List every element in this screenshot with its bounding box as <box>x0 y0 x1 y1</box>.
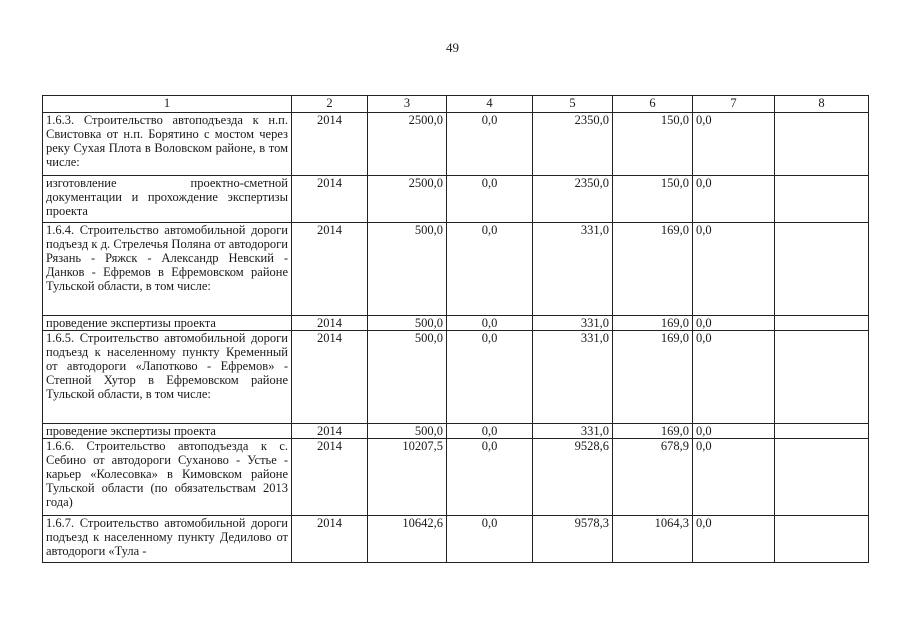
budget-table <box>42 95 869 563</box>
value-cell: 0,0 <box>693 176 775 223</box>
empty-cell <box>775 176 869 223</box>
description-cell: 1.6.3. Строительство автоподъезда к н.п. Свистовка от н.п. Борятино с мостом через реку Сухая Плота в Воловском районе, в том числе: <box>43 113 292 176</box>
value-cell: 678,9 <box>613 439 693 516</box>
value-cell: 169,0 <box>613 331 693 424</box>
total-cell: 500,0 <box>368 331 447 424</box>
value-cell: 9528,6 <box>533 439 613 516</box>
value-cell: 169,0 <box>613 316 693 331</box>
value-cell: 0,0 <box>447 176 533 223</box>
description-cell: 1.6.5. Строительство автомобильной дороги подъезд к населенному пункту Кременный от автодороги «Лапотково - Ефремов» - Степной Хутор в Ефремовском районе Тульской области, в том числе: <box>43 331 292 424</box>
year-cell: 2014 <box>292 439 368 516</box>
value-cell: 331,0 <box>533 331 613 424</box>
table-header <box>43 96 869 113</box>
value-cell: 0,0 <box>447 331 533 424</box>
value-cell: 0,0 <box>447 439 533 516</box>
value-cell: 0,0 <box>693 223 775 316</box>
description-cell: 1.6.6. Строительство автоподъезда к с. Себино от автодороги Суханово - Устье - карьер «Колесовка» в Кимовском районе Тульской области (по обязательствам 2013 года) <box>43 439 292 516</box>
description-cell: изготовление проектно-сметной документации и прохождение экспертизы проекта <box>43 176 292 223</box>
empty-cell <box>775 113 869 176</box>
empty-cell <box>775 316 869 331</box>
value-cell: 169,0 <box>613 424 693 439</box>
value-cell: 0,0 <box>447 113 533 176</box>
value-cell: 331,0 <box>533 316 613 331</box>
value-cell: 0,0 <box>447 316 533 331</box>
description-cell: 1.6.7. Строительство автомобильной дороги подъезд к населенному пункту Дедилово от автодороги «Тула - <box>43 516 292 563</box>
year-cell: 2014 <box>292 176 368 223</box>
value-cell: 0,0 <box>693 424 775 439</box>
year-cell: 2014 <box>292 516 368 563</box>
table-body <box>43 113 869 563</box>
year-cell: 2014 <box>292 316 368 331</box>
table-row <box>43 223 869 316</box>
year-cell: 2014 <box>292 223 368 316</box>
value-cell: 0,0 <box>447 223 533 316</box>
header-cell: 4 <box>447 96 533 113</box>
header-cell: 5 <box>533 96 613 113</box>
table-row <box>43 113 869 176</box>
total-cell: 10642,6 <box>368 516 447 563</box>
total-cell: 2500,0 <box>368 113 447 176</box>
value-cell: 0,0 <box>693 331 775 424</box>
total-cell: 2500,0 <box>368 176 447 223</box>
empty-cell <box>775 516 869 563</box>
year-cell: 2014 <box>292 113 368 176</box>
table-row <box>43 424 869 439</box>
table-row <box>43 516 869 563</box>
value-cell: 331,0 <box>533 424 613 439</box>
header-row <box>43 96 869 113</box>
total-cell: 10207,5 <box>368 439 447 516</box>
description-cell: проведение экспертизы проекта <box>43 316 292 331</box>
page-number: 49 <box>446 40 459 55</box>
value-cell: 150,0 <box>613 176 693 223</box>
empty-cell <box>775 424 869 439</box>
table-row <box>43 331 869 424</box>
table-row <box>43 176 869 223</box>
value-cell: 169,0 <box>613 223 693 316</box>
value-cell: 2350,0 <box>533 113 613 176</box>
value-cell: 0,0 <box>693 113 775 176</box>
header-cell: 3 <box>368 96 447 113</box>
header-cell: 1 <box>43 96 292 113</box>
value-cell: 0,0 <box>693 516 775 563</box>
empty-cell <box>775 223 869 316</box>
description-cell: проведение экспертизы проекта <box>43 424 292 439</box>
header-cell: 2 <box>292 96 368 113</box>
table-row <box>43 439 869 516</box>
value-cell: 9578,3 <box>533 516 613 563</box>
empty-cell <box>775 331 869 424</box>
total-cell: 500,0 <box>368 424 447 439</box>
value-cell: 2350,0 <box>533 176 613 223</box>
value-cell: 150,0 <box>613 113 693 176</box>
header-cell: 6 <box>613 96 693 113</box>
value-cell: 0,0 <box>447 516 533 563</box>
total-cell: 500,0 <box>368 223 447 316</box>
table-row <box>43 316 869 331</box>
value-cell: 0,0 <box>693 439 775 516</box>
header-cell: 7 <box>693 96 775 113</box>
value-cell: 0,0 <box>693 316 775 331</box>
year-cell: 2014 <box>292 424 368 439</box>
empty-cell <box>775 439 869 516</box>
value-cell: 1064,3 <box>613 516 693 563</box>
year-cell: 2014 <box>292 331 368 424</box>
value-cell: 0,0 <box>447 424 533 439</box>
value-cell: 331,0 <box>533 223 613 316</box>
total-cell: 500,0 <box>368 316 447 331</box>
header-cell: 8 <box>775 96 869 113</box>
description-cell: 1.6.4. Строительство автомобильной дороги подъезд к д. Стрелечья Поляна от автодороги Рязань - Ряжск - Александр Невский - Данков - Ефремов в Ефремовском районе Тульской области, в том числе: <box>43 223 292 316</box>
